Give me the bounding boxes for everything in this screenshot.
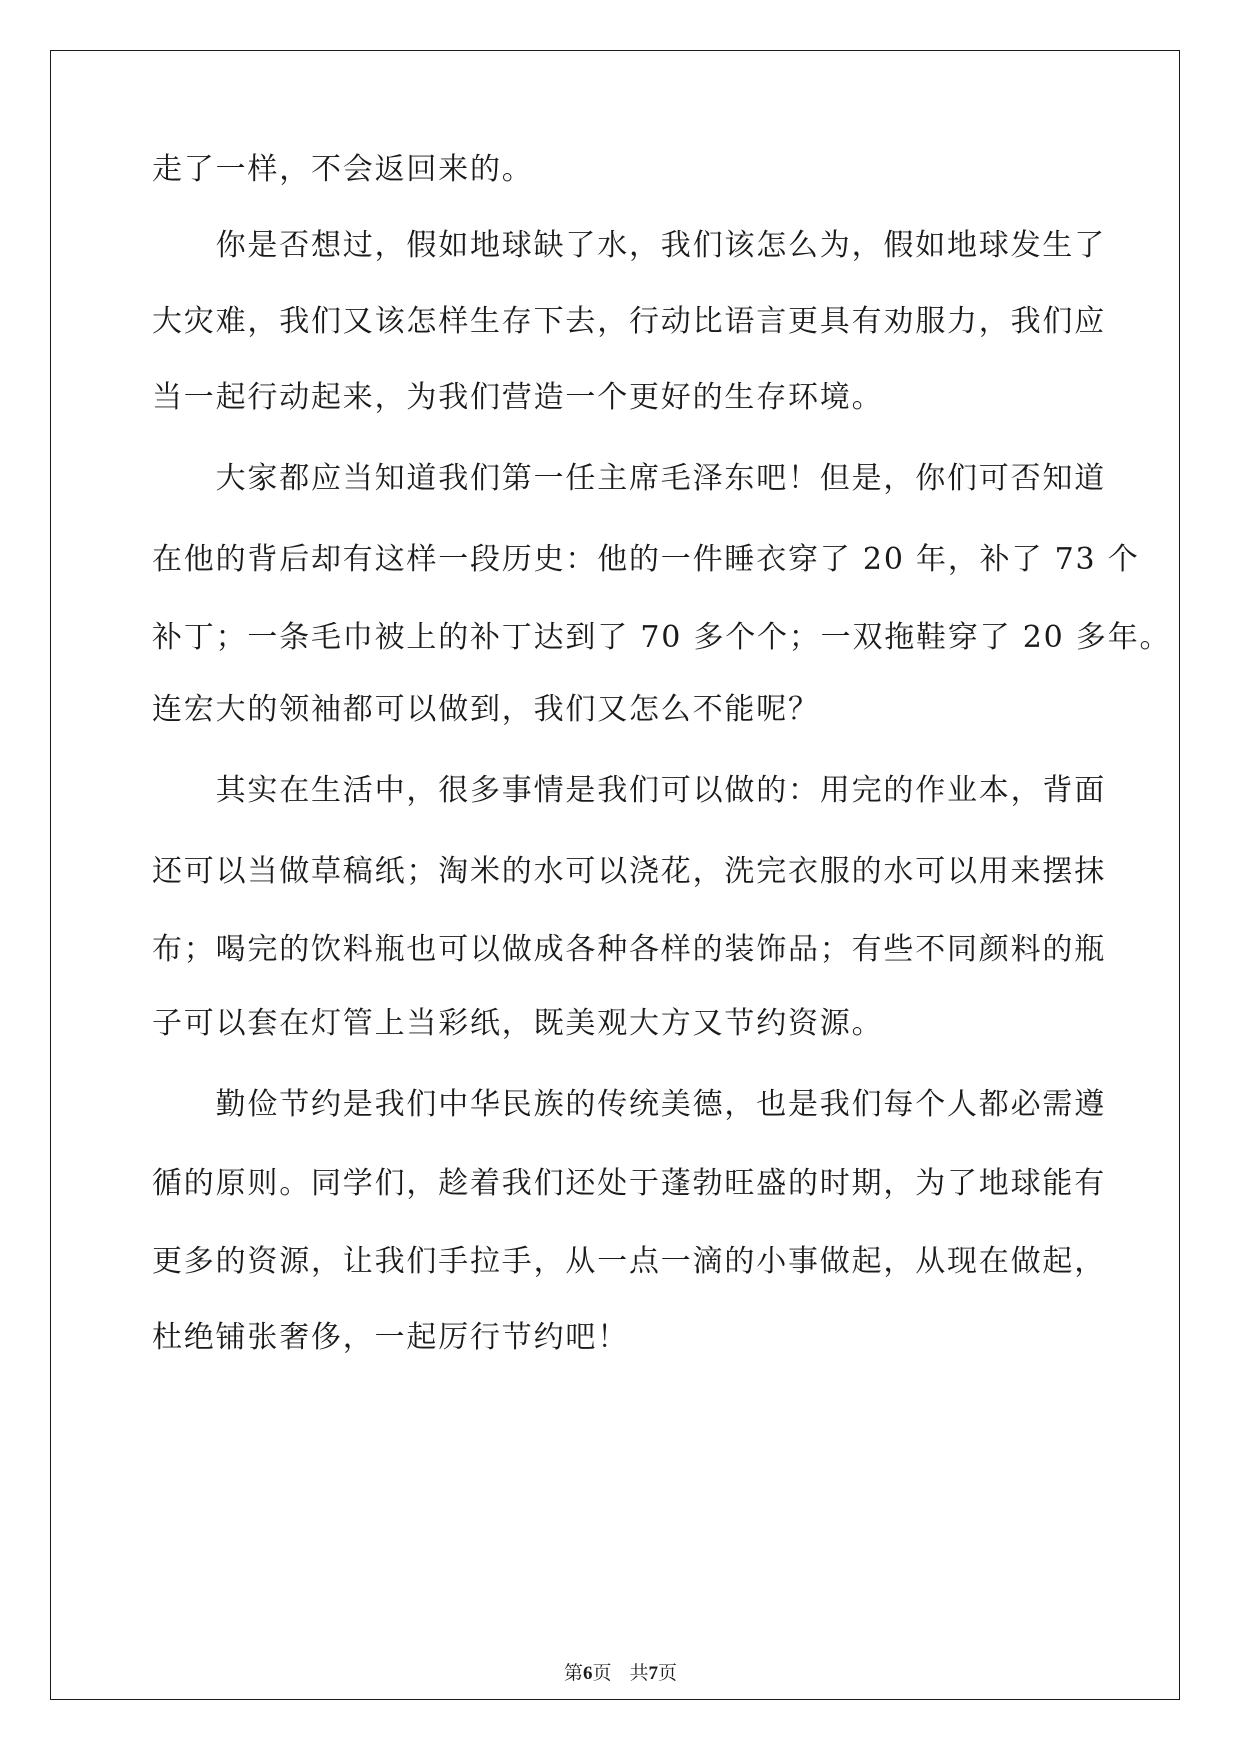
page-suffix: 页 [592,1663,612,1684]
text-line: 连宏大的领袖都可以做到，我们又怎么不能呢？ [152,692,820,727]
text-line: 还可以当做草稿纸；淘米的水可以浇花，洗完衣服的水可以用来摆抹 [152,854,1106,889]
text-line: 循的原则。同学们，趁着我们还处于蓬勃旺盛的时期，为了地球能有 [152,1166,1106,1201]
text-line: 勤俭节约是我们中华民族的传统美德，也是我们每个人都必需遵 [152,1087,1106,1122]
text-line: 你是否想过，假如地球缺了水，我们该怎么为，假如地球发生了 [152,228,1106,263]
text-line: 在他的背后却有这样一段历史：他的一件睡衣穿了 20 年，补了 73 个 [152,542,1140,577]
text-line: 当一起行动起来，为我们营造一个更好的生存环境。 [152,380,884,415]
page-prefix: 第 [563,1663,583,1684]
text-line: 布；喝完的饮料瓶也可以做成各种各样的装饰品；有些不同颜料的瓶 [152,932,1106,967]
text-line: 子可以套在灯管上当彩纸，既美观大方又节约资源。 [152,1006,884,1041]
page-footer [0,1658,1241,1685]
page-number: 6 [582,1663,593,1684]
text-line: 更多的资源，让我们手拉手，从一点一滴的小事做起，从现在做起， [152,1244,1106,1279]
text-line: 大灾难，我们又该怎样生存下去，行动比语言更具有劝服力，我们应 [152,304,1106,339]
text-line: 其实在生活中，很多事情是我们可以做的：用完的作业本，背面 [152,773,1106,808]
text-line: 走了一样，不会返回来的。 [152,152,534,187]
text-line: 大家都应当知道我们第一任主席毛泽东吧！但是，你们可否知道 [152,461,1106,496]
total-suffix: 页 [658,1663,678,1684]
total-prefix: 共 [629,1663,649,1684]
text-line: 补丁；一条毛巾被上的补丁达到了 70 多个个；一双拖鞋穿了 20 多年。 [152,620,1172,655]
total-pages: 7 [648,1663,659,1684]
text-line: 杜绝铺张奢侈，一起厉行节约吧！ [152,1320,629,1355]
